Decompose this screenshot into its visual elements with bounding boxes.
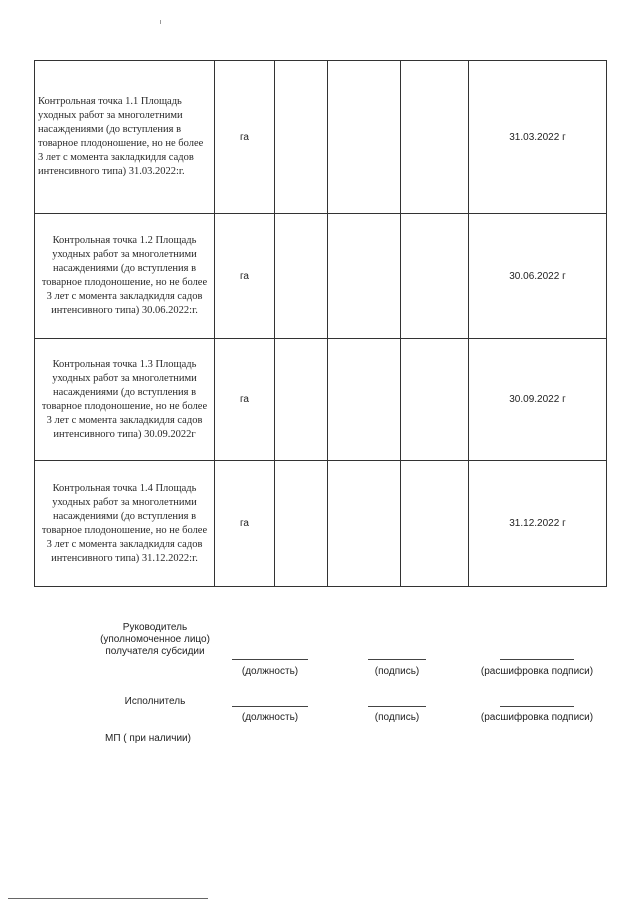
table-row [35, 214, 607, 339]
row-date: 30.06.2022 г [469, 214, 607, 339]
row-unit: га [215, 61, 275, 214]
row-description: Контрольная точка 1.3 Площадь уходных работ за многолетними насаждениями (до вступления в товарное плодоношение, но не более 3 лет с момента закладкидля садов интенсивного типа) 30.09.2022г [35, 339, 215, 461]
decoding-line [500, 659, 574, 660]
stamp-note: МП ( при наличии) [105, 733, 191, 744]
empty-cell [275, 61, 328, 214]
scan-mark [160, 20, 161, 24]
row-date: 31.03.2022 г [469, 61, 607, 214]
decoding-caption: (расшифровка подписи) [480, 712, 594, 723]
empty-cell [328, 61, 401, 214]
signature-line [368, 659, 426, 660]
table-row [35, 461, 607, 587]
executor-title: Исполнитель [124, 696, 186, 707]
empty-cell [328, 461, 401, 587]
empty-cell [401, 61, 469, 214]
head-recipient: получателя субсидии [105, 646, 205, 657]
position-line [232, 706, 308, 707]
position-caption: (должность) [241, 712, 299, 723]
position-caption: (должность) [241, 666, 299, 677]
row-description: Контрольная точка 1.2 Площадь уходных работ за многолетними насаждениями (до вступления в товарное плодоношение, но не более 3 лет с момента закладкидля садов интенсивного типа) 30.06.2022:г. [35, 214, 215, 339]
empty-cell [401, 339, 469, 461]
empty-cell [401, 461, 469, 587]
table-row [35, 339, 607, 461]
position-line [232, 659, 308, 660]
signature-line [368, 706, 426, 707]
decoding-caption: (расшифровка подписи) [480, 666, 594, 677]
row-unit: га [215, 461, 275, 587]
row-description: Контрольная точка 1.4 Площадь уходных работ за многолетними насаждениями (до вступления в товарное плодоношение, но не более 3 лет с момента закладкидля садов интенсивного типа) 31.12.2022:г. [35, 461, 215, 587]
empty-cell [275, 214, 328, 339]
empty-cell [275, 461, 328, 587]
head-subtitle: (уполномоченное лицо) [100, 634, 210, 645]
empty-cell [401, 214, 469, 339]
row-unit: га [215, 214, 275, 339]
head-title: Руководитель [122, 622, 188, 633]
empty-cell [275, 339, 328, 461]
decoding-line [500, 706, 574, 707]
empty-cell [328, 339, 401, 461]
footnote-divider [8, 898, 208, 899]
control-points-table [34, 60, 607, 587]
row-description: Контрольная точка 1.1 Площадь уходных работ за многолетними насаждениями (до вступления в товарное плодоношение, но не более 3 лет с момента закладкидля садов интенсивного типа) 31.03.2022:г. [35, 61, 215, 214]
row-date: 31.12.2022 г [469, 461, 607, 587]
table-row [35, 61, 607, 214]
row-unit: га [215, 339, 275, 461]
signature-caption: (подпись) [374, 712, 420, 723]
empty-cell [328, 214, 401, 339]
signature-caption: (подпись) [374, 666, 420, 677]
row-date: 30.09.2022 г [469, 339, 607, 461]
